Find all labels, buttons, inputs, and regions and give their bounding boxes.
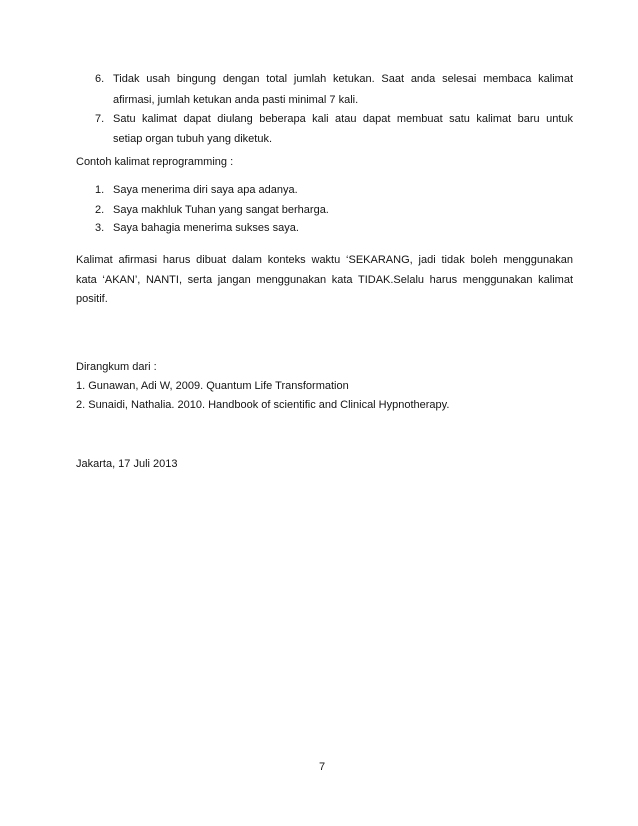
source-reference: 1. Gunawan, Adi W, 2009. Quantum Life Transformation [76, 380, 349, 392]
example-item-text: Saya makhluk Tuhan yang sangat berharga. [113, 204, 329, 216]
paragraph-line: Kalimat afirmasi harus dibuat dalam konteks waktu ‘SEKARANG, jadi tidak boleh menggunakan [76, 254, 573, 266]
example-item-number: 3. [95, 222, 105, 234]
list-item-line: setiap organ tubuh yang diketuk. [113, 133, 273, 145]
example-item-text: Saya menerima diri saya apa adanya. [113, 184, 298, 196]
source-reference: 2. Sunaidi, Nathalia. 2010. Handbook of scientific and Clinical Hypnotherapy. [76, 399, 450, 411]
list-item-number: 7. [95, 113, 105, 125]
list-item-line: afirmasi, jumlah ketukan anda pasti minimal 7 kali. [113, 94, 359, 106]
place-date: Jakarta, 17 Juli 2013 [76, 458, 178, 470]
example-item-number: 2. [95, 204, 105, 216]
example-heading: Contoh kalimat reprogramming : [76, 156, 234, 168]
paragraph-line: positif. [76, 293, 108, 305]
example-item-number: 1. [95, 184, 105, 196]
list-item-line: Satu kalimat dapat diulang beberapa kali atau dapat membuat satu kalimat baru untuk [113, 113, 573, 125]
list-item-number: 6. [95, 73, 105, 85]
paragraph-line: kata ‘AKAN’, NANTI, serta jangan menggunakan kata TIDAK.Selalu harus menggunakan kalimat [76, 274, 573, 286]
list-item-line: Tidak usah bingung dengan total jumlah ketukan. Saat anda selesai membaca kalimat [113, 73, 573, 85]
sources-heading: Dirangkum dari : [76, 361, 157, 373]
page-number: 7 [318, 761, 326, 773]
example-item-text: Saya bahagia menerima sukses saya. [113, 222, 299, 234]
